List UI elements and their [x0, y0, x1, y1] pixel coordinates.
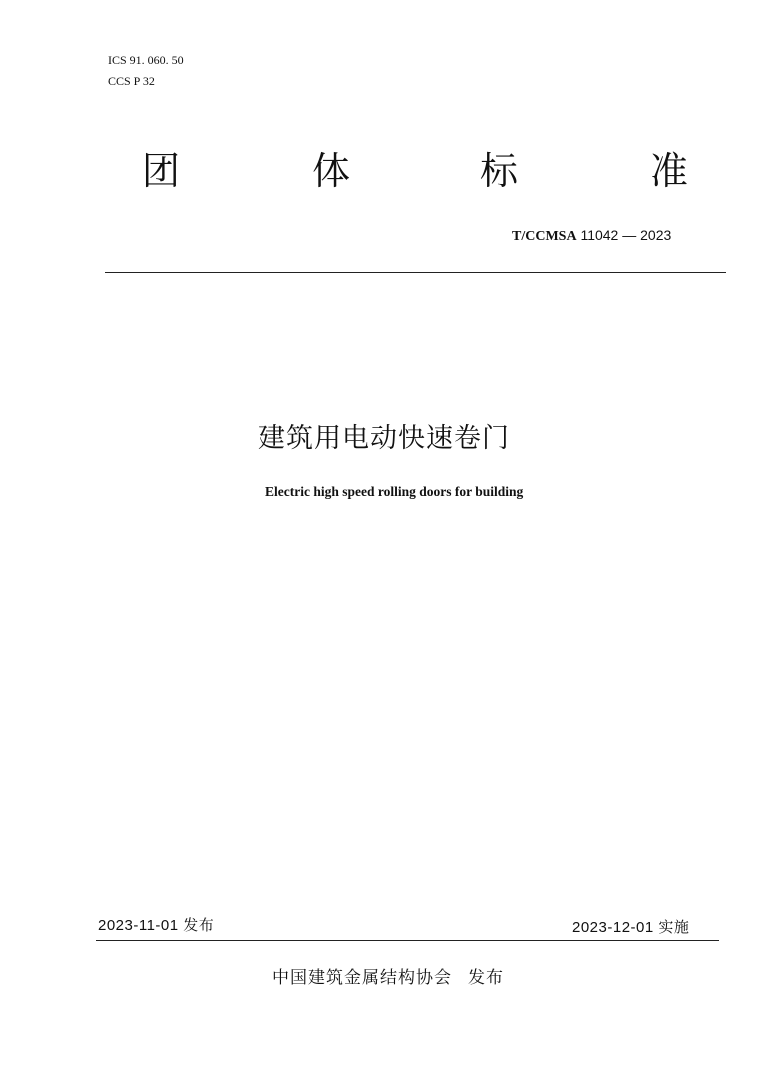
implement-date: 2023-12-01 实施 — [572, 919, 690, 936]
standard-number — [512, 226, 671, 246]
publisher-name: 中国建筑金属结构协会 — [272, 968, 452, 987]
standard-number-prefix: T/CCMSA — [512, 229, 577, 244]
footer-divider — [96, 940, 719, 941]
publisher — [272, 966, 504, 990]
title-chinese: 建筑用电动快速卷门 — [258, 423, 510, 454]
ccs-code: CCS P 32 — [108, 74, 155, 88]
title-english: Electric high speed rolling doors for building — [265, 484, 524, 499]
standard-type-char-2: 体 — [312, 149, 351, 193]
standard-type-char-4: 准 — [650, 149, 689, 193]
publish-date: 2023-11-01 发布 — [98, 917, 215, 934]
ics-code: ICS 91. 060. 50 — [108, 53, 184, 67]
standard-number-value: 11042 — 2023 — [580, 227, 672, 243]
standard-type-char-3: 标 — [480, 149, 519, 193]
header-divider — [105, 272, 726, 273]
publisher-action: 发布 — [468, 968, 504, 987]
standard-type-char-1: 团 — [142, 149, 181, 193]
